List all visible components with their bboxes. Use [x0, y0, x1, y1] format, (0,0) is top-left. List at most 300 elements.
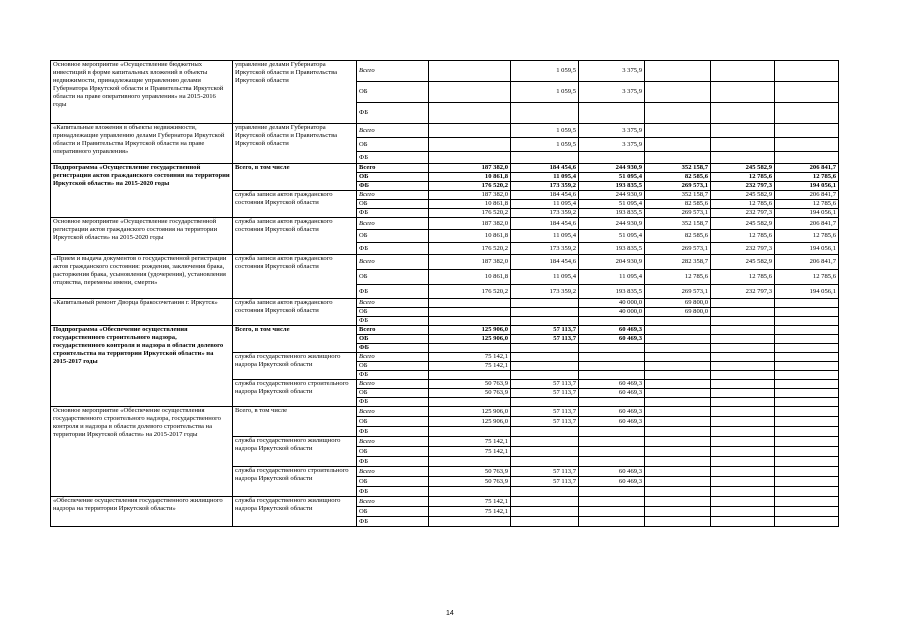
amount-cell [775, 326, 839, 335]
amount-cell: 40 000,0 [579, 299, 645, 308]
table-row [51, 218, 839, 230]
amount-cell [711, 317, 775, 326]
amount-cell: 51 095,4 [579, 173, 645, 182]
amount-cell [429, 103, 511, 124]
funding-source-cell: Всего [357, 191, 429, 200]
amount-cell: 50 763,9 [429, 467, 511, 477]
amount-cell [511, 103, 579, 124]
amount-cell: 50 763,9 [429, 477, 511, 487]
funding-source-cell: Всего [357, 437, 429, 447]
executor-cell: Всего, в том числе [233, 407, 357, 437]
amount-cell [775, 103, 839, 124]
amount-cell [775, 517, 839, 527]
measure-name-cell: «Обеспечение осуществления государственного жилищного надзора на территории Иркутской области» [51, 497, 233, 527]
funding-source-cell: ФБ [357, 371, 429, 380]
amount-cell [775, 417, 839, 427]
executor-cell: Всего, в том числе [233, 164, 357, 191]
amount-cell: 12 785,6 [711, 173, 775, 182]
amount-cell [775, 389, 839, 398]
amount-cell: 193 835,5 [579, 243, 645, 255]
amount-cell: 173 359,2 [511, 285, 579, 299]
amount-cell [579, 103, 645, 124]
amount-cell: 194 056,1 [775, 243, 839, 255]
amount-cell: 184 454,6 [511, 191, 579, 200]
amount-cell: 10 861,8 [429, 230, 511, 243]
executor-cell: служба записи актов гражданского состояния Иркутской области [233, 218, 357, 255]
amount-cell [429, 124, 511, 138]
funding-source-cell: ОБ [357, 308, 429, 317]
amount-cell: 3 375,9 [579, 82, 645, 103]
funding-source-cell: Всего [357, 326, 429, 335]
amount-cell: 3 375,9 [579, 61, 645, 82]
amount-cell [645, 447, 711, 457]
amount-cell: 75 142,1 [429, 437, 511, 447]
amount-cell: 194 056,1 [775, 182, 839, 191]
amount-cell [711, 467, 775, 477]
amount-cell [579, 457, 645, 467]
amount-cell [511, 487, 579, 497]
funding-source-cell: ОБ [357, 200, 429, 209]
amount-cell: 12 785,6 [775, 173, 839, 182]
executor-cell: управление делами Губернатора Иркутской области и Правительства Иркутской области [233, 124, 357, 164]
amount-cell [711, 138, 775, 152]
amount-cell: 269 573,1 [645, 243, 711, 255]
amount-cell [511, 427, 579, 437]
amount-cell: 75 142,1 [429, 353, 511, 362]
table-row [51, 124, 839, 138]
amount-cell: 12 785,6 [775, 270, 839, 285]
amount-cell [645, 398, 711, 407]
amount-cell: 269 573,1 [645, 285, 711, 299]
amount-cell [645, 497, 711, 507]
amount-cell: 57 113,7 [511, 335, 579, 344]
amount-cell: 60 469,3 [579, 380, 645, 389]
amount-cell [579, 371, 645, 380]
amount-cell [711, 82, 775, 103]
amount-cell: 10 861,8 [429, 173, 511, 182]
funding-source-cell: ОБ [357, 389, 429, 398]
amount-cell [645, 417, 711, 427]
amount-cell: 60 469,3 [579, 417, 645, 427]
amount-cell: 60 469,3 [579, 389, 645, 398]
funding-source-cell: Всего [357, 353, 429, 362]
amount-cell: 173 359,2 [511, 243, 579, 255]
funding-source-cell: ФБ [357, 398, 429, 407]
amount-cell [645, 124, 711, 138]
funding-source-cell: Всего [357, 407, 429, 417]
amount-cell [775, 335, 839, 344]
amount-cell [775, 152, 839, 164]
amount-cell: 57 113,7 [511, 477, 579, 487]
funding-source-cell: ФБ [357, 517, 429, 527]
executor-cell: служба государственного жилищного надзора Иркутской области [233, 353, 357, 380]
amount-cell [511, 507, 579, 517]
amount-cell [711, 497, 775, 507]
amount-cell: 352 158,7 [645, 191, 711, 200]
amount-cell [711, 371, 775, 380]
amount-cell [775, 457, 839, 467]
amount-cell: 12 785,6 [775, 230, 839, 243]
funding-source-cell: ФБ [357, 182, 429, 191]
measure-name-cell: Подпрограмма «Обеспечение осуществления государственного строительного надзора, государственного контроля и надзора в области долевого строительства на территории Иркутской области» на 2015-2017 годы [51, 326, 233, 407]
amount-cell [645, 82, 711, 103]
amount-cell [579, 437, 645, 447]
amount-cell [775, 362, 839, 371]
funding-source-cell: Всего [357, 467, 429, 477]
table-row [51, 497, 839, 507]
executor-cell: служба государственного строительного надзора Иркутской области [233, 380, 357, 407]
amount-cell [579, 447, 645, 457]
amount-cell [775, 380, 839, 389]
amount-cell: 187 382,0 [429, 255, 511, 270]
amount-cell [775, 477, 839, 487]
amount-cell [579, 517, 645, 527]
amount-cell: 193 835,5 [579, 209, 645, 218]
funding-source-cell: ФБ [357, 487, 429, 497]
amount-cell [645, 61, 711, 82]
funding-source-cell: ОБ [357, 447, 429, 457]
amount-cell: 82 585,6 [645, 200, 711, 209]
amount-cell [711, 447, 775, 457]
amount-cell: 244 930,9 [579, 191, 645, 200]
amount-cell: 57 113,7 [511, 389, 579, 398]
amount-cell: 232 797,3 [711, 182, 775, 191]
funding-source-cell: ФБ [357, 243, 429, 255]
amount-cell [711, 457, 775, 467]
amount-cell [711, 507, 775, 517]
amount-cell: 176 520,2 [429, 285, 511, 299]
amount-cell: 12 785,6 [711, 200, 775, 209]
amount-cell [775, 124, 839, 138]
amount-cell: 69 800,0 [645, 308, 711, 317]
amount-cell [645, 437, 711, 447]
amount-cell [429, 487, 511, 497]
amount-cell: 12 785,6 [711, 270, 775, 285]
amount-cell [711, 326, 775, 335]
amount-cell: 60 469,3 [579, 467, 645, 477]
measure-name-cell: «Прием и выдача документов о государственной регистрации актов гражданского состояния: рождения, заключения брака, расторжения брака, усыновления (удочерения), установления отцовства, перемены имени, смерти» [51, 255, 233, 299]
amount-cell [711, 124, 775, 138]
funding-source-cell: ОБ [357, 82, 429, 103]
table-row [51, 326, 839, 335]
amount-cell [645, 467, 711, 477]
amount-cell [579, 317, 645, 326]
amount-cell: 11 095,4 [511, 200, 579, 209]
funding-source-cell: Всего [357, 61, 429, 82]
budget-table-body [51, 61, 839, 527]
amount-cell: 232 797,3 [711, 209, 775, 218]
amount-cell: 60 469,3 [579, 477, 645, 487]
amount-cell: 269 573,1 [645, 209, 711, 218]
amount-cell [429, 138, 511, 152]
amount-cell: 12 785,6 [645, 270, 711, 285]
amount-cell: 232 797,3 [711, 285, 775, 299]
amount-cell [711, 517, 775, 527]
amount-cell [429, 344, 511, 353]
amount-cell: 10 861,8 [429, 200, 511, 209]
amount-cell: 204 930,9 [579, 255, 645, 270]
funding-source-cell: Всего [357, 218, 429, 230]
amount-cell [775, 317, 839, 326]
amount-cell: 82 585,6 [645, 173, 711, 182]
table-row [51, 255, 839, 270]
amount-cell [579, 497, 645, 507]
amount-cell [579, 507, 645, 517]
amount-cell [645, 517, 711, 527]
amount-cell [511, 299, 579, 308]
amount-cell: 60 469,3 [579, 407, 645, 417]
amount-cell: 11 095,4 [511, 173, 579, 182]
executor-cell: служба государственного строительного надзора Иркутской области [233, 467, 357, 497]
amount-cell: 75 142,1 [429, 447, 511, 457]
amount-cell [645, 344, 711, 353]
amount-cell: 193 835,5 [579, 285, 645, 299]
amount-cell [775, 427, 839, 437]
executor-cell: служба записи актов гражданского состояния Иркутской области [233, 191, 357, 218]
amount-cell [711, 487, 775, 497]
amount-cell: 75 142,1 [429, 507, 511, 517]
amount-cell [775, 82, 839, 103]
amount-cell: 176 520,2 [429, 243, 511, 255]
amount-cell [645, 317, 711, 326]
amount-cell: 50 763,9 [429, 380, 511, 389]
amount-cell: 3 375,9 [579, 124, 645, 138]
amount-cell [579, 344, 645, 353]
funding-source-cell: ФБ [357, 152, 429, 164]
funding-source-cell: ОБ [357, 230, 429, 243]
amount-cell [775, 507, 839, 517]
amount-cell [429, 308, 511, 317]
amount-cell [775, 308, 839, 317]
funding-source-cell: ОБ [357, 335, 429, 344]
amount-cell: 187 382,0 [429, 164, 511, 173]
amount-cell: 82 585,6 [645, 230, 711, 243]
funding-source-cell: ФБ [357, 209, 429, 218]
amount-cell [711, 389, 775, 398]
amount-cell [429, 371, 511, 380]
amount-cell [645, 380, 711, 389]
amount-cell: 50 763,9 [429, 389, 511, 398]
funding-source-cell: ОБ [357, 477, 429, 487]
amount-cell: 60 469,3 [579, 326, 645, 335]
executor-cell: служба государственного жилищного надзора Иркутской области [233, 437, 357, 467]
amount-cell [579, 487, 645, 497]
amount-cell [775, 371, 839, 380]
amount-cell: 187 382,0 [429, 191, 511, 200]
funding-source-cell: ФБ [357, 317, 429, 326]
measure-name-cell: Основное мероприятие «Осуществление бюджетных инвестиций в форме капитальных вложений в объекты недвижимости, принадлежащие управлению делами Губернатора Иркутской области и Правительства Иркутской области на праве оперативного управления» на 2015-2016 годы [51, 61, 233, 124]
amount-cell: 57 113,7 [511, 326, 579, 335]
amount-cell: 206 841,7 [775, 191, 839, 200]
amount-cell: 12 785,6 [711, 230, 775, 243]
amount-cell [711, 152, 775, 164]
amount-cell: 51 095,4 [579, 230, 645, 243]
amount-cell [711, 427, 775, 437]
amount-cell: 176 520,2 [429, 209, 511, 218]
amount-cell [429, 517, 511, 527]
funding-source-cell: Всего [357, 124, 429, 138]
funding-source-cell: ОБ [357, 417, 429, 427]
measure-name-cell: Основное мероприятие «Обеспечение осуществления государственного строительного надзора, государственного контроля и надзора в области долевого строительства на территории Иркутской области» на 2015-2017 годы [51, 407, 233, 497]
amount-cell: 245 582,9 [711, 255, 775, 270]
amount-cell [579, 353, 645, 362]
page-number: 14 [446, 610, 454, 617]
amount-cell [775, 398, 839, 407]
amount-cell: 51 095,4 [579, 200, 645, 209]
executor-cell: служба государственного жилищного надзора Иркутской области [233, 497, 357, 527]
measure-name-cell: «Капитальные вложения в объекты недвижимости, принадлежащие управлению делами Губернатора Иркутской области и Правительства Иркутской области на праве оперативного управления» [51, 124, 233, 164]
amount-cell [711, 344, 775, 353]
amount-cell [775, 344, 839, 353]
amount-cell: 245 582,9 [711, 164, 775, 173]
amount-cell [775, 353, 839, 362]
amount-cell: 245 582,9 [711, 218, 775, 230]
amount-cell: 176 520,2 [429, 182, 511, 191]
table-row [51, 407, 839, 417]
amount-cell [775, 138, 839, 152]
amount-cell [645, 138, 711, 152]
amount-cell: 206 841,7 [775, 164, 839, 173]
amount-cell: 11 095,4 [579, 270, 645, 285]
amount-cell: 57 113,7 [511, 380, 579, 389]
amount-cell: 60 469,3 [579, 335, 645, 344]
amount-cell [511, 437, 579, 447]
amount-cell [511, 497, 579, 507]
amount-cell: 11 095,4 [511, 270, 579, 285]
amount-cell [711, 103, 775, 124]
funding-source-cell: ФБ [357, 285, 429, 299]
amount-cell [511, 447, 579, 457]
amount-cell [429, 427, 511, 437]
amount-cell: 187 382,0 [429, 218, 511, 230]
amount-cell [775, 407, 839, 417]
amount-cell [775, 447, 839, 457]
amount-cell: 184 454,6 [511, 255, 579, 270]
amount-cell [429, 299, 511, 308]
amount-cell [645, 407, 711, 417]
amount-cell [429, 82, 511, 103]
amount-cell [579, 362, 645, 371]
amount-cell [645, 103, 711, 124]
measure-name-cell: «Капитальный ремонт Дворца бракосочетания г. Иркутск» [51, 299, 233, 326]
amount-cell [711, 407, 775, 417]
amount-cell: 245 582,9 [711, 191, 775, 200]
executor-cell: Всего, в том числе [233, 326, 357, 353]
amount-cell: 244 930,9 [579, 164, 645, 173]
amount-cell [645, 326, 711, 335]
amount-cell [711, 335, 775, 344]
amount-cell [645, 457, 711, 467]
funding-source-cell: ОБ [357, 138, 429, 152]
amount-cell [711, 477, 775, 487]
amount-cell: 10 861,8 [429, 270, 511, 285]
amount-cell [579, 152, 645, 164]
amount-cell [775, 497, 839, 507]
amount-cell: 125 906,0 [429, 407, 511, 417]
amount-cell: 282 358,7 [645, 255, 711, 270]
amount-cell [645, 487, 711, 497]
amount-cell [429, 61, 511, 82]
amount-cell: 232 797,3 [711, 243, 775, 255]
amount-cell: 40 000,0 [579, 308, 645, 317]
amount-cell: 1 059,5 [511, 124, 579, 138]
amount-cell: 69 800,0 [645, 299, 711, 308]
amount-cell: 125 906,0 [429, 417, 511, 427]
amount-cell: 1 059,5 [511, 138, 579, 152]
amount-cell: 57 113,7 [511, 417, 579, 427]
amount-cell [511, 353, 579, 362]
table-row [51, 61, 839, 82]
amount-cell [775, 467, 839, 477]
amount-cell: 184 454,6 [511, 218, 579, 230]
amount-cell: 206 841,7 [775, 255, 839, 270]
amount-cell [645, 353, 711, 362]
amount-cell: 194 056,1 [775, 209, 839, 218]
amount-cell [645, 427, 711, 437]
amount-cell [511, 371, 579, 380]
budget-table [50, 60, 839, 527]
executor-cell: управление делами Губернатора Иркутской области и Правительства Иркутской области [233, 61, 357, 124]
funding-source-cell: ОБ [357, 362, 429, 371]
funding-source-cell: Всего [357, 380, 429, 389]
amount-cell: 11 095,4 [511, 230, 579, 243]
amount-cell: 352 158,7 [645, 164, 711, 173]
amount-cell [511, 308, 579, 317]
funding-source-cell: ФБ [357, 344, 429, 353]
amount-cell [511, 517, 579, 527]
amount-cell: 1 059,5 [511, 82, 579, 103]
amount-cell [511, 152, 579, 164]
table-row [51, 164, 839, 173]
amount-cell: 125 906,0 [429, 326, 511, 335]
amount-cell [579, 427, 645, 437]
amount-cell [711, 362, 775, 371]
funding-source-cell: ОБ [357, 270, 429, 285]
amount-cell: 173 359,2 [511, 209, 579, 218]
amount-cell [711, 398, 775, 407]
amount-cell: 206 841,7 [775, 218, 839, 230]
amount-cell: 184 454,6 [511, 164, 579, 173]
funding-source-cell: ФБ [357, 427, 429, 437]
amount-cell [511, 317, 579, 326]
amount-cell: 75 142,1 [429, 497, 511, 507]
amount-cell: 269 573,1 [645, 182, 711, 191]
amount-cell [511, 362, 579, 371]
amount-cell: 352 158,7 [645, 218, 711, 230]
amount-cell [775, 61, 839, 82]
funding-source-cell: ФБ [357, 457, 429, 467]
amount-cell [429, 152, 511, 164]
amount-cell [645, 389, 711, 398]
amount-cell [645, 507, 711, 517]
amount-cell: 75 142,1 [429, 362, 511, 371]
executor-cell: служба записи актов гражданского состояния Иркутской области [233, 299, 357, 326]
amount-cell [429, 457, 511, 467]
amount-cell [579, 398, 645, 407]
funding-source-cell: ОБ [357, 507, 429, 517]
funding-source-cell: ОБ [357, 173, 429, 182]
amount-cell [711, 437, 775, 447]
amount-cell: 244 930,9 [579, 218, 645, 230]
amount-cell [711, 299, 775, 308]
amount-cell [775, 299, 839, 308]
amount-cell: 1 059,5 [511, 61, 579, 82]
amount-cell [645, 335, 711, 344]
amount-cell [429, 317, 511, 326]
amount-cell [511, 398, 579, 407]
amount-cell [511, 457, 579, 467]
amount-cell [645, 152, 711, 164]
